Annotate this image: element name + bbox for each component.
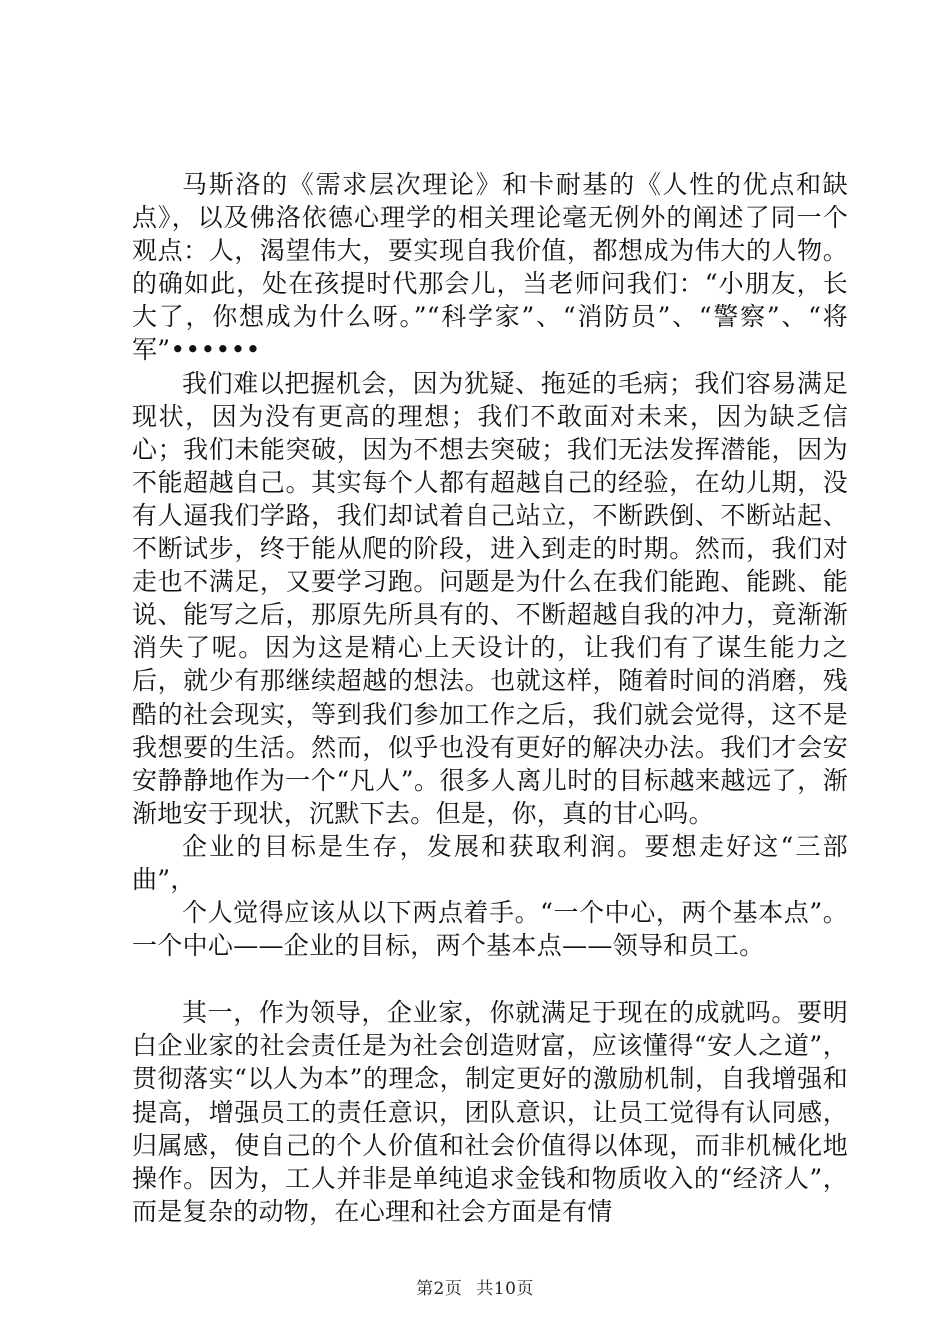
document-body — [132, 168, 848, 1228]
page-number: 第2页 — [416, 1279, 463, 1299]
paragraph-enterprise-goal: 企业的目标是生存，发展和获取利润。要想走好这“三部曲”， — [132, 831, 848, 894]
paragraph-one-center-two-points: 个人觉得应该从以下两点着手。“一个中心，两个基本点”。一个中心——企业的目标，两个基本点——领导和员工。 — [132, 898, 848, 961]
paragraph-needs-theory: 马斯洛的《需求层次理论》和卡耐基的《人性的优点和缺点》，以及佛洛依德心理学的相关理论毫无例外的阐述了同一个观点：人，渴望伟大，要实现自我价值，都想成为伟大的人物。的确如此，处在孩提时代那会儿，当老师问我们：“小朋友，长大了，你想成为什么呀。”“科学家”、“消防员”、“警察”、“将军”•••••• — [132, 170, 848, 365]
page-total: 共10页 — [476, 1279, 534, 1299]
paragraph-self-transcendence: 我们难以把握机会，因为犹疑、拖延的毛病；我们容易满足现状，因为没有更高的理想；我们不敢面对未来，因为缺乏信心；我们未能突破，因为不想去突破；我们无法发挥潜能，因为不能超越自己。其实每个人都有超越自己的经验，在幼儿期，没有人逼我们学路，我们却试着自己站立，不断跌倒、不断站起、不断试步，终于能从爬的阶段，进入到走的时期。然而，我们对走也不满足，又要学习跑。问题是为什么在我们能跑、能跳、能说、能写之后，那原先所具有的、不断超越自我的冲力，竟渐渐消失了呢。因为这是精心上天设计的，让我们有了谋生能力之后，就少有那继续超越的想法。也就这样，随着时间的消磨，残酷的社会现实，等到我们参加工作之后，我们就会觉得，这不是我想要的生活。然而，似乎也没有更好的解决办法。我们才会安安静静地作为一个“凡人”。很多人离儿时的目标越来越远了，渐渐地安于现状，沉默下去。但是，你，真的甘心吗。 — [132, 368, 848, 828]
paragraph-spacer — [132, 962, 848, 996]
page-footer — [0, 1274, 950, 1299]
paragraph-leadership: 其一，作为领导，企业家，你就满足于现在的成就吗。要明白企业家的社会责任是为社会创造财富，应该懂得“安人之道”，贯彻落实“以人为本”的理念，制定更好的激励机制，自我增强和提高，增强员工的责任意识，团队意识，让员工觉得有认同感，归属感，使自己的个人价值和社会价值得以体现，而非机械化地操作。因为，工人并非是单纯追求金钱和物质收入的“经济人”，而是复杂的动物，在心理和社会方面是有情 — [132, 998, 848, 1226]
